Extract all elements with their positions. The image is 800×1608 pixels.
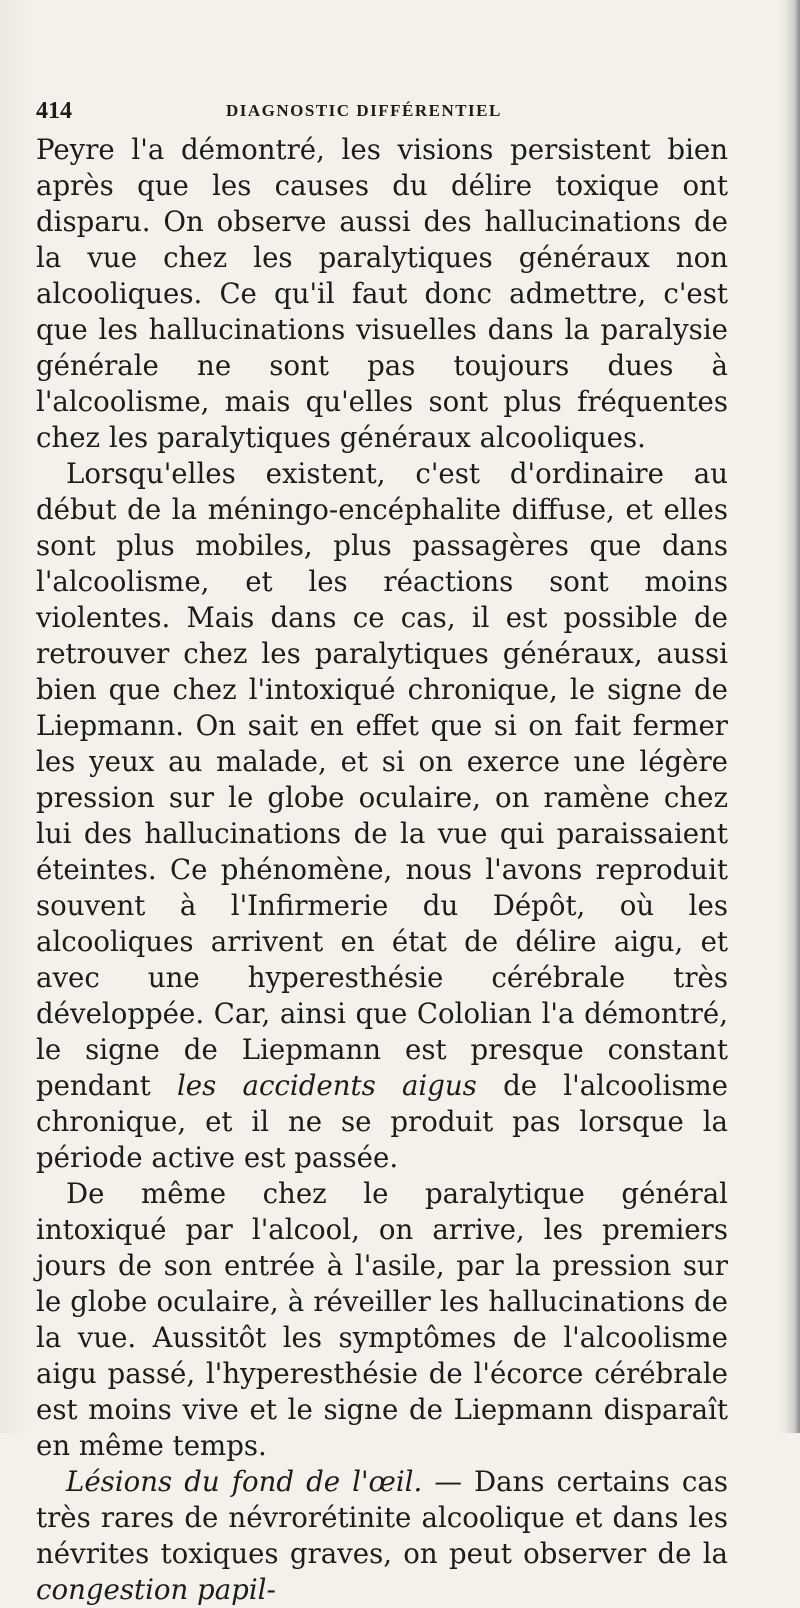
paragraph-1: Peyre l'a démontré, les visions persistent bien après que les causes du délire toxique ont disparu. On observe aussi des hallucinations de la vue chez les paralytiques généraux non alcooliques. Ce qu'il faut donc admettre, c'est que les hallucinations visuelles dans la paralysie générale ne sont pas toujours dues à l'alcoolisme, mais qu'elles sont plus fréquentes chez les paralytiques généraux alcooliques. [36,133,728,454]
paragraph-2-emphasis: les accidents aigus [176,1069,477,1102]
running-head: DIAGNOSTIC DIFFÉRENTIEL [226,101,502,120]
page-edge-shadow [786,0,800,1433]
paragraph-4-text: Dans certains cas très rares de névrorétinite alcoolique et dans les névrites toxiques graves, on peut observer de la [36,1465,728,1570]
paragraph-4 [36,1464,728,1608]
paragraph-2-text-b: de l'alcoolisme chronique, et il ne se produit pas lorsque la période active est passée. [36,1069,728,1174]
em-dash: — [434,1465,462,1498]
paragraph-4-emphasis: congestion papil- [36,1573,276,1606]
body-text [36,132,728,1608]
page-header [36,92,728,130]
paragraph-2-text-a: Lorsqu'elles existent, c'est d'ordinaire au début de la méningo-encéphalite diffuse, et elles sont plus mobiles, plus passagères que dans l'alcoolisme, et les réactions sont moins violentes. Mais dans ce cas, il est possible de retrouver chez les paralytiques généraux, aussi bien que chez l'intoxiqué chronique, le signe de Liepmann. On sait en effet que si on fait fermer les yeux au malade, et si on exerce une légère pression sur le globe oculaire, on ramène chez lui des hallucinations de la vue qui paraissaient éteintes. Ce phénomène, nous l'avons reproduit souvent à l'Infirmerie du Dépôt, où les alcooliques arrivent en état de délire aigu, et avec une hyperesthésie cérébrale très développée. Car, ainsi que Cololian l'a démontré, le signe de Liepmann est presque constant pendant [36,457,728,1102]
section-heading: Lésions du fond de l'œil. [66,1465,423,1498]
page-number: 414 [36,97,72,124]
paragraph-2 [36,456,728,1176]
paragraph-3: De même chez le paralytique général intoxiqué par l'alcool, on arrive, les premiers jours de son entrée à l'asile, par la pression sur le globe oculaire, à réveiller les hallucinations de la vue. Aussitôt les symptômes de l'alcoolisme aigu passé, l'hyperesthésie de l'écorce cérébrale est moins vive et le signe de Liepmann disparaît en même temps. [36,1177,728,1462]
